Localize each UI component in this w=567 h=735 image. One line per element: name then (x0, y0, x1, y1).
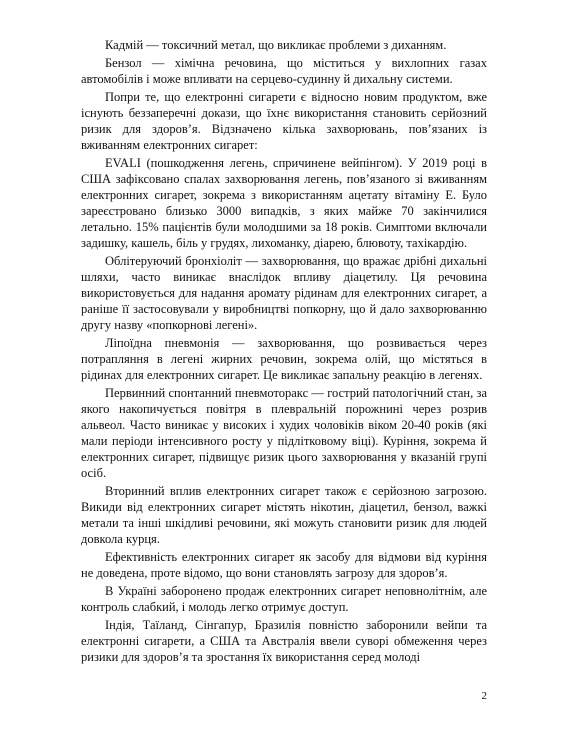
page-number: 2 (481, 690, 487, 702)
paragraph-bronchiolitis: Облітеруючий бронхіоліт — захворювання, що вражає дрібні дихальні шляхи, часто виникає внаслідок впливу діацетилу. Ця речовина використовується для надання аромату рідинам для електронних сигарет, а раніше її застосовували у виробництві попкорну, що й дало захворюванню другу назву «попкорнові легені». (81, 254, 487, 332)
paragraph-ukraine: В Україні заборонено продаж електронних сигарет неповнолітнім, але контроль слабкий, і молодь легко отримує доступ. (81, 584, 487, 614)
paragraph-intro-diseases: Попри те, що електронні сигарети є відносно новим продуктом, вже існують беззаперечні докази, що їхнє використання становить серйозний ризик для здоров’я. Відзначено кілька захворювань, пов’язаних із вживанням електронних сигарет: (81, 90, 487, 152)
paragraph-lipoid-pneumonia: Ліпоїдна пневмонія — захворювання, що розвивається через потрапляння в легені жирних речовин, зокрема олій, що містяться в рідинах для електронних сигарет. Це викликає запальну реакцію в легенях. (81, 336, 487, 382)
paragraph-evali: EVALI (пошкодження легень, спричинене вейпінгом). У 2019 році в США зафіксовано спалах захворювання легень, пов’язаного зі вживанням електронних сигарет, зокрема з використанням ацетату вітаміну Е. Було зареєстровано близько 3000 випадків, з яких майже 70 закінчилися летально. 15% пацієнтів були молодшими за 18 років. Симптоми включали задишку, кашель, біль у грудях, лихоманку, діарею, блювоту, тахікардію. (81, 156, 487, 250)
paragraph-effectiveness: Ефективність електронних сигарет як засобу для відмови від куріння не доведена, проте відомо, що вони становлять загрозу для здоров’я. (81, 550, 487, 580)
paragraph-benzene: Бензол — хімічна речовина, що міститься у вихлопних газах автомобілів і може впливати на серцево-судинну й дихальну системи. (81, 56, 487, 86)
paragraph-secondhand: Вторинний вплив електронних сигарет також є серйозною загрозою. Викиди від електронних сигарет містять нікотин, діацетил, бензол, важкі метали та інші шкідливі речовини, які можуть становити ризик для людей довкола курця. (81, 484, 487, 546)
paragraph-pneumothorax: Первинний спонтанний пневмоторакс — гострий патологічний стан, за якого накопичується повітря в плевральній порожнині через розрив альвеол. Часто виникає у високих і худих чоловіків віком 20-40 років (які мали періоди інтенсивного росту у підлітковому віці). Куріння, зокрема й електронних сигарет, підвищує ризик цього захворювання у вказаній групі осіб. (81, 386, 487, 480)
document-page (81, 37, 487, 667)
paragraph-cadmium: Кадмій — токсичний метал, що викликає проблеми з диханням. (105, 38, 447, 52)
paragraph-bans: Індія, Таїланд, Сінгапур, Бразилія повністю заборонили вейпи та електронні сигарети, а США та Австралія ввели суворі обмеження через ризики для здоров’я та зростання їх використання серед молоді (81, 618, 487, 664)
